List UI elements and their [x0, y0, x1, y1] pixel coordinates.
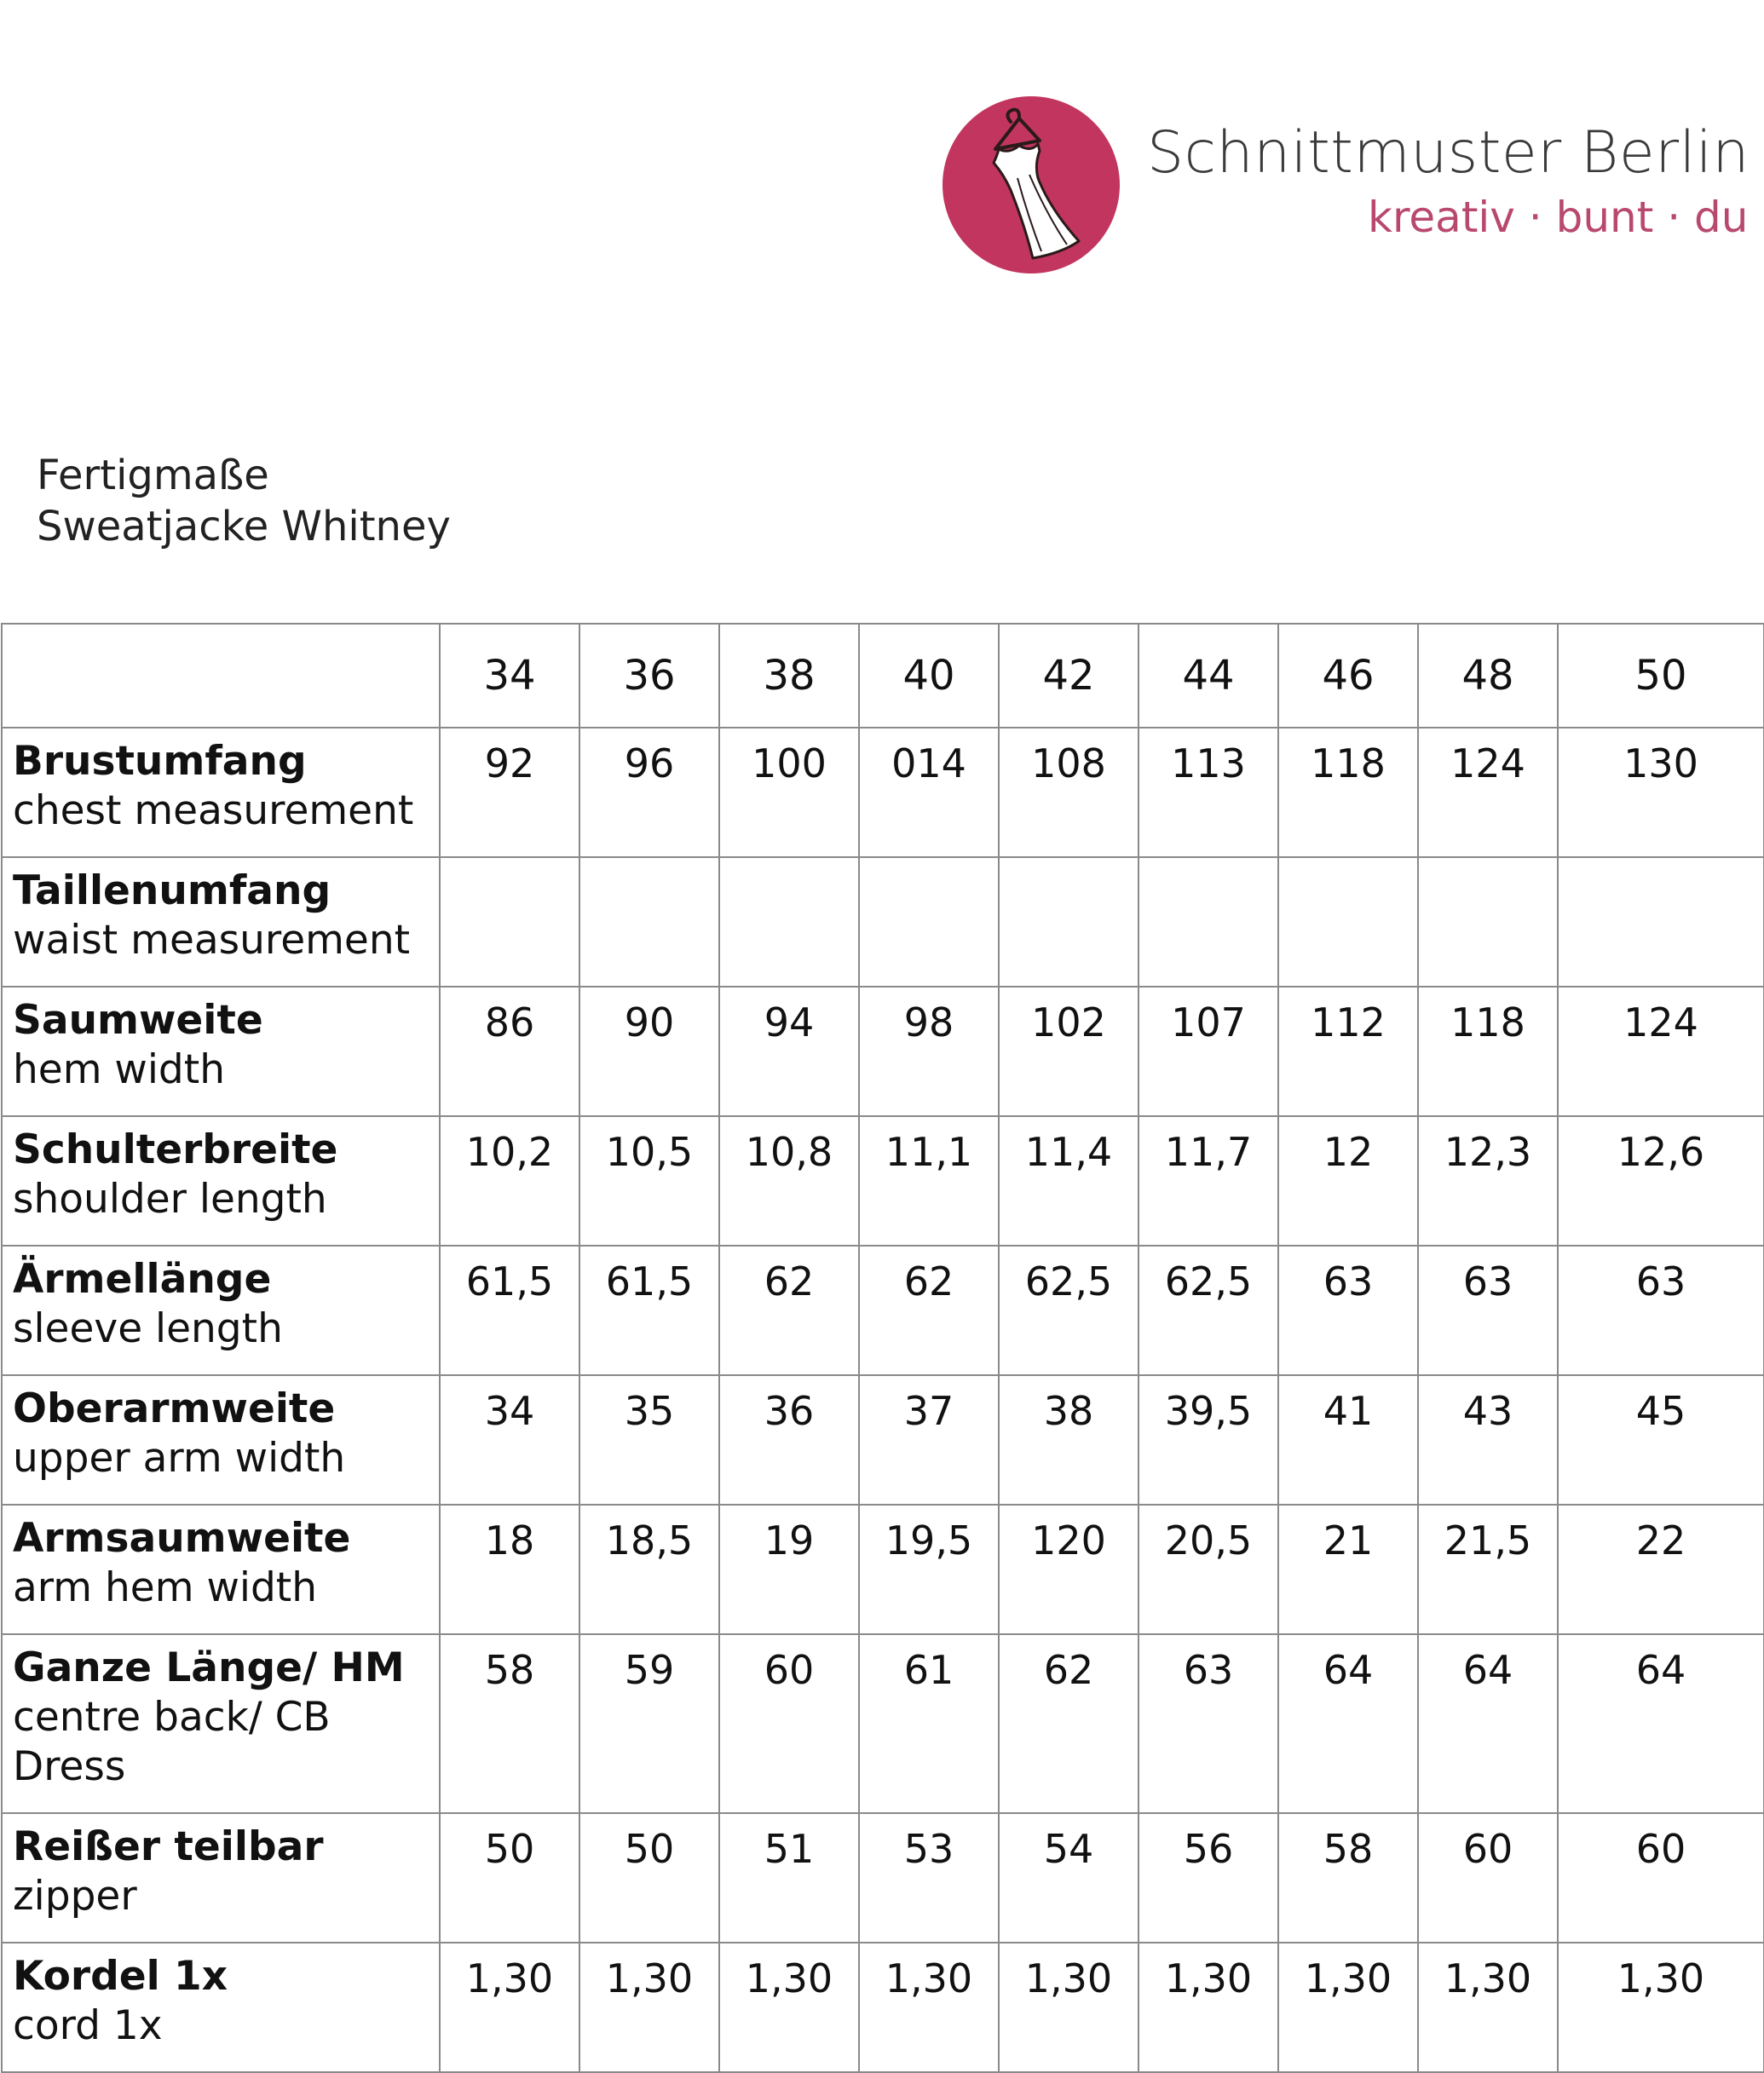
row-label-german: Schulterbreite: [13, 1126, 338, 1173]
measurement-cell: 50: [579, 1813, 719, 1943]
measurement-cell: 1,30: [719, 1943, 859, 2072]
measurement-cell: 1,30: [1139, 1943, 1278, 2072]
size-header: 44: [1139, 624, 1278, 728]
measurement-cell: 62,5: [999, 1246, 1139, 1375]
brand-name: Schnittmuster Berlin: [1147, 119, 1750, 187]
table-row: [2, 1943, 1764, 2072]
measurement-cell: 53: [859, 1813, 999, 1943]
row-label-english: centre back/ CB: [13, 1694, 331, 1741]
size-header: 50: [1558, 624, 1764, 728]
measurement-cell: 12: [1278, 1116, 1418, 1246]
measurement-cell: 63: [1558, 1246, 1764, 1375]
table-row: [2, 857, 1764, 987]
measurement-cell: 1,30: [579, 1943, 719, 2072]
row-label-german: Armsaumweite: [13, 1515, 351, 1562]
row-label-english: cord 1x: [13, 2002, 163, 2049]
row-label-german: Brustumfang: [13, 738, 307, 785]
measurement-cell: 113: [1139, 728, 1278, 857]
measurement-cell: [1418, 857, 1558, 987]
dress-on-hanger-icon: [943, 96, 1120, 274]
measurement-cell: 118: [1278, 728, 1418, 857]
measurement-cell: 38: [999, 1375, 1139, 1505]
row-label-german: Kordel 1x: [13, 1953, 228, 2000]
measurement-cell: 98: [859, 987, 999, 1116]
measurement-cell: 11,7: [1139, 1116, 1278, 1246]
measurement-cell: 1,30: [999, 1943, 1139, 2072]
measurement-cell: 37: [859, 1375, 999, 1505]
measurement-cell: [1139, 857, 1278, 987]
measurement-cell: 92: [440, 728, 579, 857]
measurement-cell: 1,30: [1558, 1943, 1764, 2072]
row-label-german: Ganze Länge/ HM: [13, 1644, 405, 1691]
row-label-english: waist measurement: [13, 917, 411, 964]
measurement-cell: 20,5: [1139, 1505, 1278, 1634]
measurement-cell: 63: [1418, 1246, 1558, 1375]
size-header: 42: [999, 624, 1139, 728]
measurement-cell: 107: [1139, 987, 1278, 1116]
size-header: 34: [440, 624, 579, 728]
measurement-cell: [999, 857, 1139, 987]
measurement-cell: 124: [1558, 987, 1764, 1116]
measurement-cell: 62: [719, 1246, 859, 1375]
table-row: [2, 1375, 1764, 1505]
measurement-cell: 19: [719, 1505, 859, 1634]
measurement-cell: 50: [440, 1813, 579, 1943]
row-label-cell: [2, 857, 440, 987]
measurement-cell: 1,30: [859, 1943, 999, 2072]
table-row: [2, 1634, 1764, 1813]
measurement-cell: 35: [579, 1375, 719, 1505]
measurement-cell: 014: [859, 728, 999, 857]
row-label-english: chest measurement: [13, 787, 414, 834]
measurement-cell: 10,5: [579, 1116, 719, 1246]
size-header: 48: [1418, 624, 1558, 728]
measurement-cell: 90: [579, 987, 719, 1116]
table-row: [2, 987, 1764, 1116]
row-label-cell: [2, 1246, 440, 1375]
title-line-1: Fertigmaße: [37, 452, 269, 499]
measurement-cell: 58: [1278, 1813, 1418, 1943]
size-header: 38: [719, 624, 859, 728]
measurement-cell: 86: [440, 987, 579, 1116]
measurement-cell: [579, 857, 719, 987]
row-label-german: Taillenumfang: [13, 867, 331, 914]
measurement-cell: 41: [1278, 1375, 1418, 1505]
measurement-cell: 18: [440, 1505, 579, 1634]
measurement-cell: 64: [1558, 1634, 1764, 1813]
row-label-english: shoulder length: [13, 1176, 327, 1223]
table-row: [2, 1813, 1764, 1943]
measurement-cell: 62,5: [1139, 1246, 1278, 1375]
measurement-cell: 108: [999, 728, 1139, 857]
row-label-cell: [2, 1505, 440, 1634]
measurement-cell: 96: [579, 728, 719, 857]
measurement-cell: 118: [1418, 987, 1558, 1116]
measurement-cell: 130: [1558, 728, 1764, 857]
measurement-cell: 58: [440, 1634, 579, 1813]
row-label-english: arm hem width: [13, 1564, 317, 1611]
table-row: [2, 1505, 1764, 1634]
measurement-cell: 64: [1278, 1634, 1418, 1813]
measurement-cell: [1278, 857, 1418, 987]
brand-logo: [943, 96, 1120, 274]
measurement-cell: 10,2: [440, 1116, 579, 1246]
size-chart-table: [1, 623, 1764, 2073]
measurement-cell: 56: [1139, 1813, 1278, 1943]
measurement-cell: [1558, 857, 1764, 987]
row-label-cell: [2, 1375, 440, 1505]
size-header: 36: [579, 624, 719, 728]
measurement-cell: 64: [1418, 1634, 1558, 1813]
measurement-cell: 10,8: [719, 1116, 859, 1246]
row-label-cell: [2, 1813, 440, 1943]
table-row: [2, 1246, 1764, 1375]
row-label-cell: [2, 1943, 440, 2072]
row-label-cell: [2, 1634, 440, 1813]
measurement-cell: 1,30: [440, 1943, 579, 2072]
measurement-cell: 120: [999, 1505, 1139, 1634]
measurement-cell: 19,5: [859, 1505, 999, 1634]
row-label-cell: [2, 987, 440, 1116]
measurement-cell: 51: [719, 1813, 859, 1943]
size-header: 40: [859, 624, 999, 728]
row-label-german: Oberarmweite: [13, 1385, 336, 1432]
measurement-cell: 1,30: [1418, 1943, 1558, 2072]
measurement-cell: 61,5: [440, 1246, 579, 1375]
row-label-english: zipper: [13, 1873, 137, 1920]
header-empty-cell: [2, 624, 440, 728]
measurement-cell: 45: [1558, 1375, 1764, 1505]
measurement-cell: 61,5: [579, 1246, 719, 1375]
table-row: [2, 1116, 1764, 1246]
measurement-cell: 36: [719, 1375, 859, 1505]
measurement-cell: 22: [1558, 1505, 1764, 1634]
row-label-english: upper arm width: [13, 1435, 346, 1482]
measurement-cell: 21,5: [1418, 1505, 1558, 1634]
table-row: [2, 728, 1764, 857]
measurement-cell: 62: [999, 1634, 1139, 1813]
row-label-english: sleeve length: [13, 1305, 283, 1352]
measurement-cell: 62: [859, 1246, 999, 1375]
title-line-2: Sweatjacke Whitney: [37, 503, 451, 550]
size-header-row: [2, 624, 1764, 728]
measurement-cell: 102: [999, 987, 1139, 1116]
measurement-cell: 59: [579, 1634, 719, 1813]
measurement-cell: 54: [999, 1813, 1139, 1943]
measurement-cell: 61: [859, 1634, 999, 1813]
row-label-cell: [2, 728, 440, 857]
measurement-cell: 21: [1278, 1505, 1418, 1634]
measurement-cell: 63: [1139, 1634, 1278, 1813]
measurement-cell: 34: [440, 1375, 579, 1505]
measurement-cell: 60: [1418, 1813, 1558, 1943]
measurement-cell: [719, 857, 859, 987]
row-label-cell: [2, 1116, 440, 1246]
measurement-cell: 11,4: [999, 1116, 1139, 1246]
measurement-cell: 60: [719, 1634, 859, 1813]
measurement-cell: 94: [719, 987, 859, 1116]
measurement-cell: 43: [1418, 1375, 1558, 1505]
measurement-cell: 60: [1558, 1813, 1764, 1943]
measurement-cell: [440, 857, 579, 987]
measurement-cell: 63: [1278, 1246, 1418, 1375]
measurement-cell: 100: [719, 728, 859, 857]
measurement-cell: 12,6: [1558, 1116, 1764, 1246]
row-label-german: Saumweite: [13, 997, 263, 1044]
document-title: [37, 450, 451, 552]
row-label-german: Reißer teilbar: [13, 1823, 324, 1870]
row-label-english-extra: Dress: [13, 1743, 126, 1790]
measurement-cell: 1,30: [1278, 1943, 1418, 2072]
brand-tagline: kreativ · bunt · du: [1368, 193, 1749, 242]
measurement-cell: 39,5: [1139, 1375, 1278, 1505]
measurement-cell: 124: [1418, 728, 1558, 857]
measurement-cell: 18,5: [579, 1505, 719, 1634]
size-header: 46: [1278, 624, 1418, 728]
measurement-cell: 11,1: [859, 1116, 999, 1246]
row-label-german: Ärmellänge: [13, 1256, 272, 1303]
measurement-cell: [859, 857, 999, 987]
measurement-cell: 112: [1278, 987, 1418, 1116]
row-label-english: hem width: [13, 1046, 225, 1093]
measurement-cell: 12,3: [1418, 1116, 1558, 1246]
